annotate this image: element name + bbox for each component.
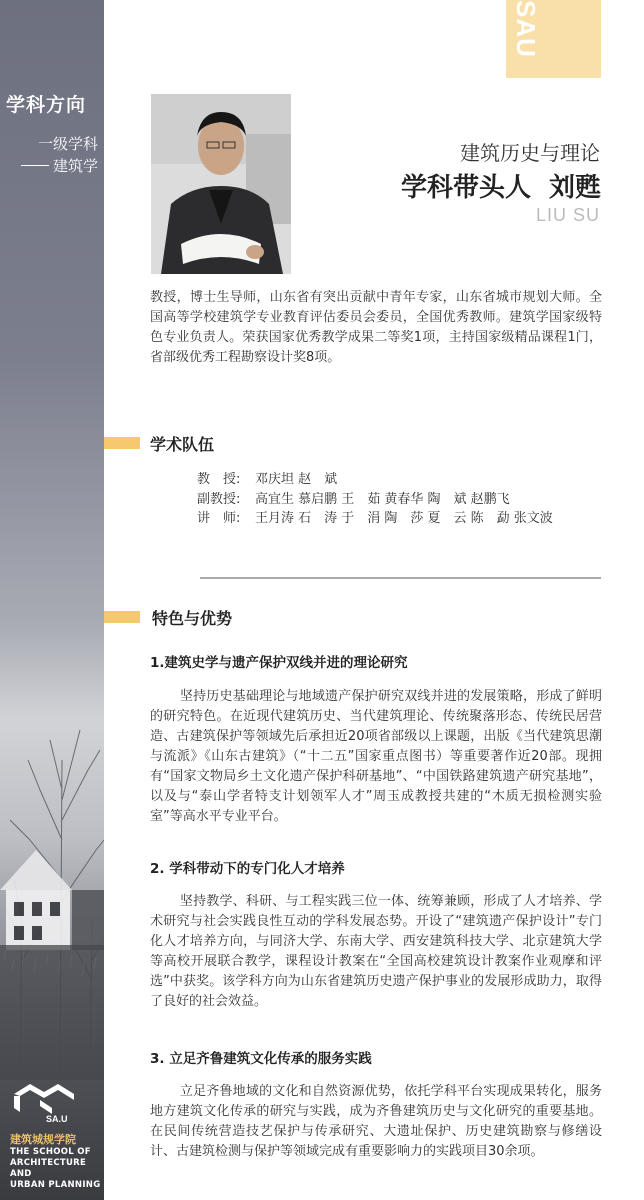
school-name-en-line: URBAN PLANNING (10, 1180, 101, 1190)
features-section-title: 特色与优势 (152, 609, 233, 628)
feature-paragraph: 坚持教学、科研、与工程实践三位一体、统筹兼顾，形成了人才培养、学术研究与社会实践良性互动的学科发展态势。开设了“建筑遗产保护设计”专门化人才培养方向，与同济大学、东南大学、西安建筑科技大学、北京建筑大学等高校开展联合教学，课程设计教案在“全国高校建筑设计教案作业观摩和评选”中获奖。该学科方向为山东省建筑历史遗产保护事业的发展形成助力，取得了良好的社会效益。 (150, 894, 602, 1009)
team-role: 教 授: (197, 472, 241, 487)
feature-heading: 1.建筑史学与遗产保护双线并进的理论研究 (150, 655, 408, 671)
subject-title: 建筑历史与理论 (460, 141, 600, 165)
sidebar-subtitle-level: 一级学科 (37, 135, 98, 153)
dash-line (21, 165, 49, 166)
sau-badge-text: SAU (511, 0, 541, 58)
leader-role: 学科带头人 (400, 173, 531, 203)
leader-portrait (151, 94, 291, 274)
team-section-title: 学术队伍 (150, 435, 215, 454)
landscape-illustration (0, 640, 104, 1080)
section-divider (200, 577, 601, 579)
leader-heading (401, 167, 601, 204)
team-names: 邓庆坦 赵 斌 (255, 472, 338, 487)
team-names: 王月涛 石 涛 于 涓 陶 莎 夏 云 陈 勐 张文波 (255, 511, 553, 526)
logo-text: SA.U (46, 1114, 68, 1124)
portrait-image (151, 94, 291, 274)
sidebar-subtitle-discipline (21, 155, 98, 176)
school-name-cn: 建筑城规学院 (10, 1133, 76, 1146)
feature-paragraph: 坚持历史基础理论与地域遗产保护研究双线并进的发展策略，形成了鲜明的研究特色。在近现代建筑历史、当代建筑理论、传统聚落形态、传统民居营造、古建筑保护等领域先后承担近20项省部级以上课题，出版《当代建筑思潮与流派》《山东古建筑》（“十二五”国家重点图书）等重要著作近20部。现拥有“国家文物局乡土文化遗产保护科研基地”、“中国铁路建筑遗产研究基地”，以及与“泰山学者特支计划领军人才”周玉成教授共建的“木质无损检测实验室”等高水平专业平台。 (150, 689, 602, 824)
school-name-en-line: ARCHITECTURE AND (10, 1158, 87, 1179)
school-logo (12, 1078, 76, 1126)
section-accent-bar (104, 611, 140, 623)
section-accent-bar (104, 437, 140, 449)
leader-bio: 教授，博士生导师，山东省有突出贡献中青年专家，山东省城市规划大师。全国高等学校建筑学专业教育评估委员会委员，全国优秀教师。建筑学国家级特色专业负责人。荣获国家优秀教学成果二等奖1项，主持国家级精品课程1门，省部级优秀工程勘察设计奖8项。 (150, 290, 602, 365)
sidebar-discipline-label: 建筑学 (52, 157, 98, 175)
team-role: 副教授: (197, 491, 241, 507)
team-row-professor (197, 470, 553, 490)
leader-name: 刘甦 (548, 173, 601, 203)
sidebar-title: 学科方向 (6, 94, 87, 116)
team-names: 高宜生 慕启鹏 王 茹 黄春华 陶 斌 赵鹏飞 (255, 491, 510, 507)
team-row-associate-professor (197, 490, 553, 510)
sidebar (0, 0, 104, 1200)
team-list (197, 470, 553, 529)
school-name-en (10, 1147, 104, 1191)
team-row-lecturer (197, 509, 553, 529)
feature-heading: 3. 立足齐鲁建筑文化传承的服务实践 (150, 1051, 372, 1067)
feature-paragraph: 立足齐鲁地域的文化和自然资源优势，依托学科平台实现成果转化，服务地方建筑文化传承的研究与实践，成为齐鲁建筑历史与文化研究的重要基地。在民间传统营造技艺保护与传承研究、大遗址保护、历史建筑勘察与修缮设计、古建筑检测与保护等领域完成有重要影响力的实践项目30余项。 (150, 1084, 602, 1159)
feature-heading: 2. 学科带动下的专门化人才培养 (150, 861, 345, 877)
school-name-en-line: THE SCHOOL OF (10, 1147, 91, 1157)
team-role: 讲 师: (197, 511, 241, 526)
leader-pinyin: LIU SU (535, 205, 600, 225)
